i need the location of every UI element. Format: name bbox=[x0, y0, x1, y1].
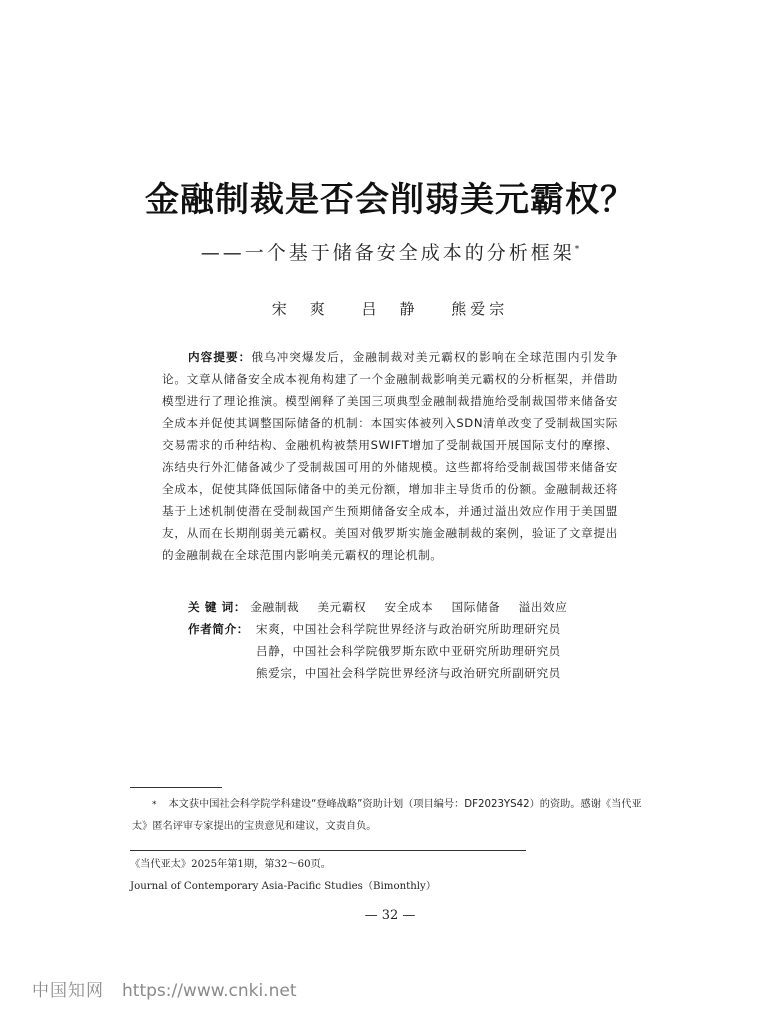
abstract bbox=[162, 346, 618, 566]
keyword: 美元霸权 bbox=[317, 600, 367, 614]
author-list bbox=[0, 298, 780, 319]
keyword: 金融制裁 bbox=[250, 600, 300, 614]
citation bbox=[130, 854, 650, 898]
author-bios bbox=[188, 618, 618, 684]
author-name: 吕 静 bbox=[361, 300, 419, 318]
subtitle-text: ——一个基于储备安全成本的分析框架 bbox=[200, 242, 575, 264]
citation-divider bbox=[130, 850, 526, 851]
bio-line: 熊爱宗，中国社会科学院世界经济与政治研究所副研究员 bbox=[256, 666, 561, 680]
footnote-divider bbox=[130, 787, 222, 788]
keywords-label: 关 键 词： bbox=[188, 600, 247, 614]
keywords bbox=[188, 596, 618, 618]
bio-label: 作者简介： bbox=[188, 622, 249, 636]
footnote bbox=[132, 794, 652, 837]
bio-line: 宋爽，中国社会科学院世界经济与政治研究所助理研究员 bbox=[256, 622, 561, 636]
keyword: 溢出效应 bbox=[518, 600, 568, 614]
subtitle-footnote-mark: * bbox=[574, 244, 580, 255]
citation-english: Journal of Contemporary Asia-Pacific Studies（Bimonthly） bbox=[130, 881, 437, 892]
bio-line: 吕静，中国社会科学院俄罗斯东欧中亚研究所助理研究员 bbox=[256, 644, 561, 658]
keyword: 国际储备 bbox=[451, 600, 501, 614]
footnote-mark: * bbox=[152, 800, 157, 810]
watermark-url[interactable]: https://www.cnki.net bbox=[122, 981, 297, 1001]
watermark-brand: 中国知网 bbox=[32, 981, 104, 1001]
keyword: 安全成本 bbox=[384, 600, 434, 614]
author-name: 宋 爽 bbox=[271, 300, 329, 318]
watermark bbox=[32, 976, 296, 1001]
page-number: — 32 — bbox=[364, 908, 416, 923]
author-name: 熊爱宗 bbox=[451, 300, 509, 318]
footnote-text: 本文获中国社会科学院学科建设“登峰战略”资助计划（项目编号：DF2023YS42）的资助。感谢《当代亚太》匿名评审专家提出的宝贵意见和建议，文责自负。 bbox=[132, 799, 642, 832]
citation-chinese: 《当代亚太》2025年第1期，第32～60页。 bbox=[130, 859, 331, 870]
abstract-label: 内容提要： bbox=[188, 350, 252, 364]
abstract-text: 俄乌冲突爆发后，金融制裁对美元霸权的影响在全球范围内引发争论。文章从储备安全成本视角构建了一个金融制裁影响美元霸权的分析框架，并借助模型进行了理论推演。模型阐释了美国三项典型金融制裁措施给受制裁国带来储备安全成本并促使其调整国际储备的机制：本国实体被列入SDN清单改变了受制裁国实际交易需求的币种结构、金融机构被禁用SWIFT增加了受制裁国开展国际支付的摩擦、冻结央行外汇储备减少了受制裁国可用的外储规模。这些都将给受制裁国带来储备安全成本，促使其降低国际储备中的美元份额，增加非主导货币的份额。金融制裁还将基于上述机制使潜在受制裁国产生预期储备安全成本，并通过溢出效应作用于美国盟友，从而在长期削弱美元霸权。美国对俄罗斯实施金融制裁的案例，验证了文章提出的金融制裁在全球范围内影响美元霸权的理论机制。 bbox=[162, 350, 618, 562]
article-title: 金融制裁是否会削弱美元霸权？ bbox=[145, 180, 635, 220]
article-subtitle bbox=[0, 238, 780, 265]
